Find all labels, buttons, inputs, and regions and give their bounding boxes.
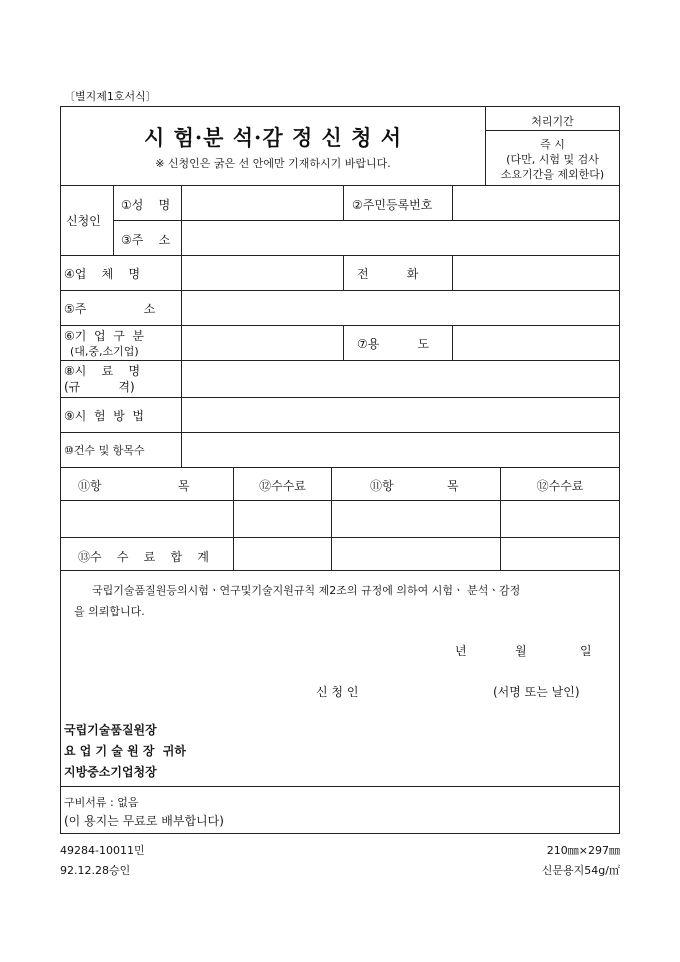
company-name-label: ④업 체 명	[64, 267, 141, 281]
date-year-label: 년	[455, 644, 467, 658]
form-border-right	[619, 106, 620, 834]
form-border-bottom	[60, 833, 620, 834]
date-day-label: 일	[580, 644, 592, 658]
form-number-label: 〔별지제1호서식〕	[64, 90, 157, 103]
sample-name-label: ⑧시 료 명	[64, 364, 141, 378]
divider	[60, 570, 620, 571]
fee-total-field-3[interactable]	[502, 539, 618, 569]
applicant-name-label: ①성 명	[121, 198, 171, 212]
form-code: 49284-10011민	[60, 844, 145, 857]
test-method-field[interactable]	[183, 399, 617, 430]
paper-size: 210㎜×297㎜	[546, 844, 620, 857]
divider	[60, 185, 620, 186]
applicant-sign-label: 신 청 인	[316, 685, 359, 699]
applicant-address-label: ③주 소	[121, 233, 171, 247]
company-address-label: ⑤주 소	[64, 302, 156, 316]
recipient-1: 국립기술품질원장	[64, 723, 157, 737]
divider	[331, 467, 332, 570]
company-name-field[interactable]	[183, 257, 341, 288]
divider	[452, 185, 453, 220]
form-title: 시 험·분 석·감 정 신 청 서	[143, 125, 403, 150]
date-month-label: 월	[515, 644, 527, 658]
divider	[60, 467, 620, 468]
phone-field[interactable]	[454, 257, 617, 288]
usage-label: ⑦용 도	[357, 337, 430, 351]
fee-total-label: ⑬수 수 료 합 계	[78, 550, 209, 564]
signature-label: (서명 또는 날인)	[493, 685, 580, 699]
fee-column-header: ⑫수수료	[259, 479, 306, 493]
divider	[60, 432, 620, 433]
processing-period-note-1: (다만, 시험 및 검사	[506, 153, 599, 166]
recipient-2: 요 업 기 술 원 장 귀하	[64, 744, 186, 758]
sample-field[interactable]	[183, 362, 617, 395]
divider	[452, 325, 453, 360]
fee-total-field[interactable]	[235, 539, 330, 569]
request-statement-line-2: 을 의뢰합니다.	[74, 605, 145, 618]
company-address-field[interactable]	[183, 292, 617, 323]
fee-cell-2[interactable]	[502, 502, 618, 536]
resident-id-field[interactable]	[454, 187, 617, 218]
sample-spec-label: (규 격)	[64, 380, 135, 394]
item-count-label: ⑩건수 및 항목수	[64, 444, 145, 457]
paper-type: 신문용지54g/㎡	[541, 864, 620, 877]
recipient-3: 지방중소기업청장	[64, 765, 157, 779]
processing-period-note-2: 소요기간을 제외한다)	[500, 168, 605, 181]
divider	[60, 397, 620, 398]
test-method-label: ⑨시 험 방 법	[64, 409, 145, 423]
fee-column-header-2: ⑫수수료	[536, 479, 584, 493]
form-border-top	[60, 106, 620, 107]
divider	[343, 255, 344, 290]
item-column-header: ⑪항 목	[78, 479, 190, 493]
divider	[60, 325, 620, 326]
divider	[343, 325, 344, 360]
phone-label: 전 화	[357, 267, 419, 281]
divider	[60, 786, 620, 787]
applicant-address-field[interactable]	[183, 222, 617, 253]
divider	[452, 255, 453, 290]
form-border-left	[60, 106, 61, 834]
fee-cell[interactable]	[235, 502, 330, 536]
processing-divider-h	[485, 130, 619, 131]
approval-date: 92.12.28승인	[60, 864, 131, 877]
divider	[60, 290, 620, 291]
divider	[60, 500, 620, 501]
item-cell-2[interactable]	[333, 502, 499, 536]
applicant-group-label: 신청인	[66, 214, 101, 228]
resident-id-label: ②주민등록번호	[352, 198, 433, 212]
company-type-label: ⑥기 업 구 분	[64, 329, 145, 343]
divider	[60, 360, 620, 361]
item-cell[interactable]	[62, 502, 232, 536]
form-instruction-note: ※ 신청인은 굵은 선 안에만 기재하시기 바랍니다.	[155, 157, 391, 170]
free-distribution-note: (이 용지는 무료로 배부합니다)	[64, 814, 224, 828]
divider	[113, 220, 620, 221]
item-column-header-2: ⑪항 목	[370, 479, 459, 493]
divider	[343, 185, 344, 220]
fee-total-field-2[interactable]	[333, 539, 499, 569]
usage-field[interactable]	[454, 327, 617, 358]
processing-period-label: 처리기간	[531, 115, 574, 128]
required-docs-label: 구비서류 : 없음	[64, 796, 139, 809]
item-count-field[interactable]	[183, 434, 617, 465]
divider	[60, 255, 620, 256]
company-type-sublabel: (대,중,소기업)	[70, 345, 139, 358]
divider	[181, 185, 182, 467]
processing-period-value: 즉 시	[540, 138, 565, 151]
company-type-field[interactable]	[183, 327, 341, 358]
divider	[60, 537, 620, 538]
request-statement-line-1: 국립기술품질원등의시험ㆍ연구및기술지원규칙 제2조의 규정에 의하여 시험ㆍ 분석ㆍ감정	[92, 584, 521, 597]
applicant-name-field[interactable]	[183, 187, 341, 218]
